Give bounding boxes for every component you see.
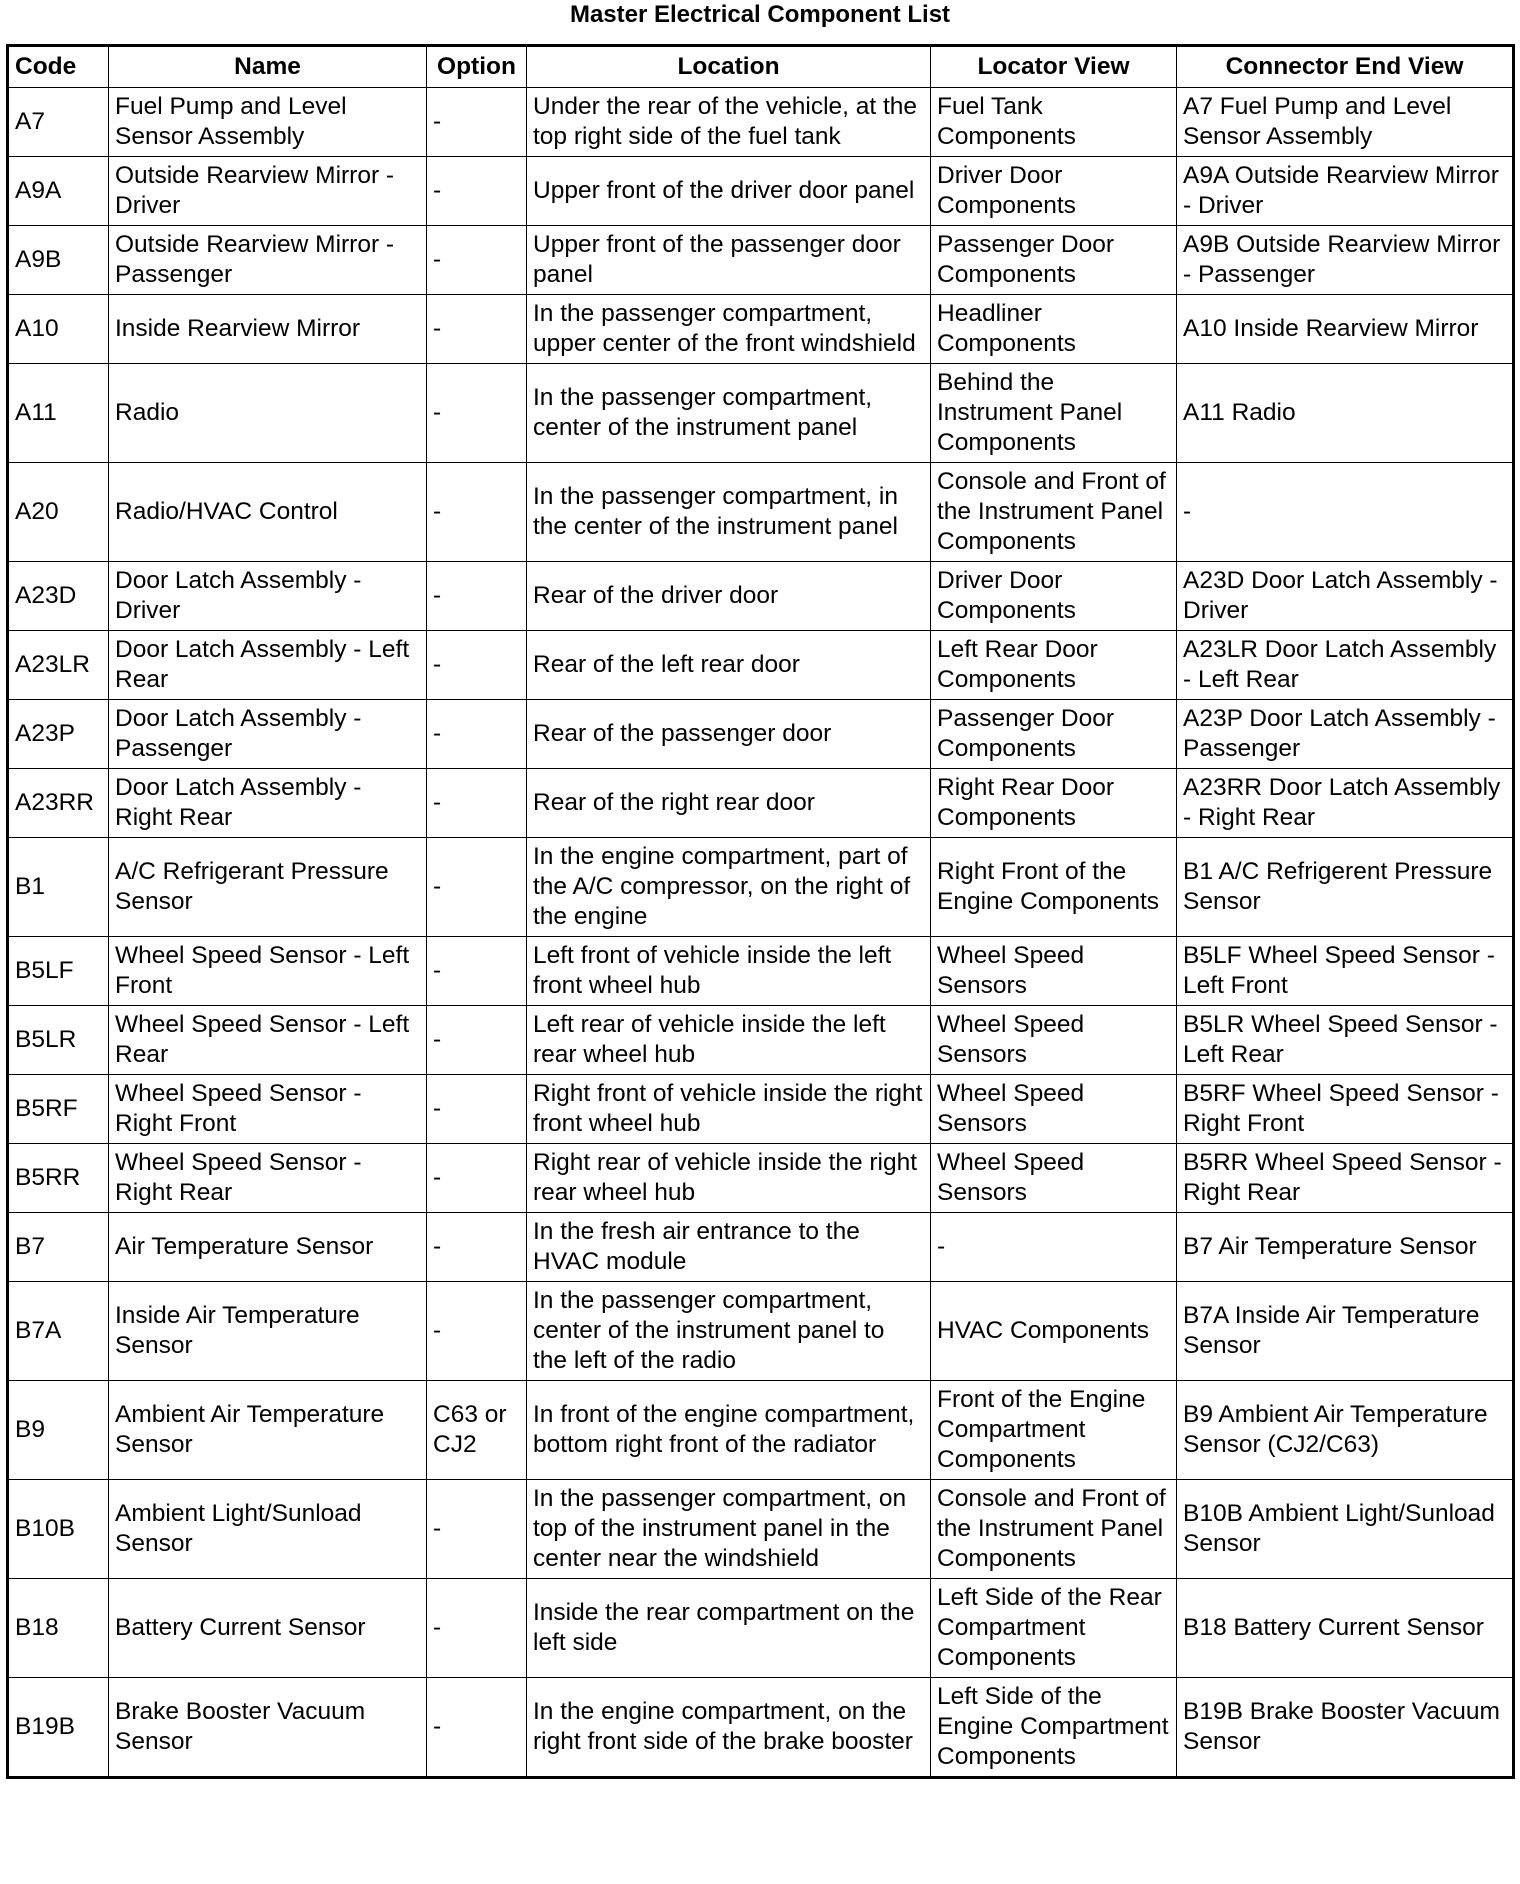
cell-connector-end-view: B5LR Wheel Speed Sensor - Left Rear bbox=[1177, 1006, 1514, 1075]
cell-option: - bbox=[427, 700, 527, 769]
cell-name: Door Latch Assembly - Driver bbox=[109, 562, 427, 631]
cell-location: Left front of vehicle inside the left front wheel hub bbox=[527, 937, 931, 1006]
cell-connector-end-view: A23RR Door Latch Assembly - Right Rear bbox=[1177, 769, 1514, 838]
cell-code: B5LF bbox=[8, 937, 109, 1006]
cell-location: In the passenger compartment, in the center of the instrument panel bbox=[527, 463, 931, 562]
page-title: Master Electrical Component List bbox=[569, 1, 951, 28]
cell-connector-end-view: B5RR Wheel Speed Sensor - Right Rear bbox=[1177, 1144, 1514, 1213]
cell-locator-view: - bbox=[931, 1213, 1177, 1282]
cell-location: Rear of the left rear door bbox=[527, 631, 931, 700]
cell-connector-end-view: A9B Outside Rearview Mirror - Passenger bbox=[1177, 226, 1514, 295]
cell-code: A10 bbox=[8, 295, 109, 364]
cell-location: Under the rear of the vehicle, at the top right side of the fuel tank bbox=[527, 88, 931, 157]
cell-name: Ambient Air Temperature Sensor bbox=[109, 1381, 427, 1480]
cell-code: A23D bbox=[8, 562, 109, 631]
table-row bbox=[8, 364, 1514, 463]
cell-option: - bbox=[427, 562, 527, 631]
table-row bbox=[8, 1480, 1514, 1579]
cell-option: - bbox=[427, 226, 527, 295]
cell-option: - bbox=[427, 769, 527, 838]
header-row bbox=[8, 46, 1514, 88]
cell-location: Right front of vehicle inside the right front wheel hub bbox=[527, 1075, 931, 1144]
cell-name: Radio/HVAC Control bbox=[109, 463, 427, 562]
cell-connector-end-view: - bbox=[1177, 463, 1514, 562]
cell-code: B9 bbox=[8, 1381, 109, 1480]
cell-name: Wheel Speed Sensor - Right Rear bbox=[109, 1144, 427, 1213]
cell-locator-view: Left Side of the Engine Compartment Components bbox=[931, 1678, 1177, 1778]
cell-option: - bbox=[427, 157, 527, 226]
cell-locator-view: Passenger Door Components bbox=[931, 226, 1177, 295]
cell-locator-view: Driver Door Components bbox=[931, 157, 1177, 226]
cell-option: - bbox=[427, 631, 527, 700]
cell-code: B19B bbox=[8, 1678, 109, 1778]
cell-name: Door Latch Assembly - Left Rear bbox=[109, 631, 427, 700]
cell-locator-view: Right Rear Door Components bbox=[931, 769, 1177, 838]
cell-name: Air Temperature Sensor bbox=[109, 1213, 427, 1282]
cell-connector-end-view: B19B Brake Booster Vacuum Sensor bbox=[1177, 1678, 1514, 1778]
table-row bbox=[8, 88, 1514, 157]
table-row bbox=[8, 937, 1514, 1006]
cell-locator-view: Left Side of the Rear Compartment Components bbox=[931, 1579, 1177, 1678]
cell-location: In the engine compartment, on the right front side of the brake booster bbox=[527, 1678, 931, 1778]
cell-locator-view: Right Front of the Engine Components bbox=[931, 838, 1177, 937]
cell-location: In the engine compartment, part of the A/C compressor, on the right of the engine bbox=[527, 838, 931, 937]
cell-option: - bbox=[427, 937, 527, 1006]
table-row bbox=[8, 1579, 1514, 1678]
table-row bbox=[8, 1678, 1514, 1778]
cell-name: Inside Rearview Mirror bbox=[109, 295, 427, 364]
cell-location: Rear of the driver door bbox=[527, 562, 931, 631]
cell-location: Rear of the right rear door bbox=[527, 769, 931, 838]
cell-location: In the passenger compartment, center of the instrument panel to the left of the radio bbox=[527, 1282, 931, 1381]
cell-code: B5RR bbox=[8, 1144, 109, 1213]
cell-connector-end-view: B7 Air Temperature Sensor bbox=[1177, 1213, 1514, 1282]
cell-location: Inside the rear compartment on the left side bbox=[527, 1579, 931, 1678]
cell-locator-view: Fuel Tank Components bbox=[931, 88, 1177, 157]
table-row bbox=[8, 226, 1514, 295]
cell-locator-view: Driver Door Components bbox=[931, 562, 1177, 631]
cell-option: - bbox=[427, 1075, 527, 1144]
cell-locator-view: Passenger Door Components bbox=[931, 700, 1177, 769]
cell-connector-end-view: A23P Door Latch Assembly - Passenger bbox=[1177, 700, 1514, 769]
cell-option: - bbox=[427, 1678, 527, 1778]
cell-name: Wheel Speed Sensor - Left Front bbox=[109, 937, 427, 1006]
cell-option: - bbox=[427, 364, 527, 463]
cell-locator-view: Left Rear Door Components bbox=[931, 631, 1177, 700]
cell-code: B10B bbox=[8, 1480, 109, 1579]
cell-code: A11 bbox=[8, 364, 109, 463]
cell-connector-end-view: A7 Fuel Pump and Level Sensor Assembly bbox=[1177, 88, 1514, 157]
cell-connector-end-view: B1 A/C Refrigerent Pressure Sensor bbox=[1177, 838, 1514, 937]
table-row bbox=[8, 1282, 1514, 1381]
cell-code: A9B bbox=[8, 226, 109, 295]
cell-connector-end-view: B9 Ambient Air Temperature Sensor (CJ2/C63) bbox=[1177, 1381, 1514, 1480]
cell-connector-end-view: B7A Inside Air Temperature Sensor bbox=[1177, 1282, 1514, 1381]
cell-connector-end-view: A23LR Door Latch Assembly - Left Rear bbox=[1177, 631, 1514, 700]
cell-connector-end-view: A10 Inside Rearview Mirror bbox=[1177, 295, 1514, 364]
cell-code: B1 bbox=[8, 838, 109, 937]
cell-code: A23P bbox=[8, 700, 109, 769]
cell-option: - bbox=[427, 838, 527, 937]
cell-name: Door Latch Assembly - Right Rear bbox=[109, 769, 427, 838]
cell-locator-view: Headliner Components bbox=[931, 295, 1177, 364]
cell-location: Right rear of vehicle inside the right rear wheel hub bbox=[527, 1144, 931, 1213]
cell-connector-end-view: A23D Door Latch Assembly - Driver bbox=[1177, 562, 1514, 631]
table-row bbox=[8, 838, 1514, 937]
cell-name: Outside Rearview Mirror - Passenger bbox=[109, 226, 427, 295]
cell-locator-view: Wheel Speed Sensors bbox=[931, 937, 1177, 1006]
table-row bbox=[8, 1381, 1514, 1480]
cell-code: A9A bbox=[8, 157, 109, 226]
column-header-connector-end-view: Connector End View bbox=[1177, 46, 1514, 88]
column-header-option: Option bbox=[427, 46, 527, 88]
cell-option: - bbox=[427, 1006, 527, 1075]
cell-locator-view: Wheel Speed Sensors bbox=[931, 1144, 1177, 1213]
cell-name: Door Latch Assembly - Passenger bbox=[109, 700, 427, 769]
cell-option: - bbox=[427, 1144, 527, 1213]
cell-location: Rear of the passenger door bbox=[527, 700, 931, 769]
cell-connector-end-view: B5LF Wheel Speed Sensor - Left Front bbox=[1177, 937, 1514, 1006]
table-row bbox=[8, 295, 1514, 364]
cell-name: Brake Booster Vacuum Sensor bbox=[109, 1678, 427, 1778]
cell-option: - bbox=[427, 1282, 527, 1381]
cell-code: B5LR bbox=[8, 1006, 109, 1075]
cell-name: Outside Rearview Mirror - Driver bbox=[109, 157, 427, 226]
cell-location: In the passenger compartment, on top of the instrument panel in the center near the windshield bbox=[527, 1480, 931, 1579]
cell-locator-view: Console and Front of the Instrument Panel Components bbox=[931, 463, 1177, 562]
table-row bbox=[8, 1144, 1514, 1213]
cell-code: A7 bbox=[8, 88, 109, 157]
table-body bbox=[8, 88, 1514, 1778]
cell-code: A20 bbox=[8, 463, 109, 562]
cell-locator-view: Front of the Engine Compartment Components bbox=[931, 1381, 1177, 1480]
table-row bbox=[8, 463, 1514, 562]
cell-code: A23LR bbox=[8, 631, 109, 700]
cell-location: In the passenger compartment, upper center of the front windshield bbox=[527, 295, 931, 364]
cell-location: In the fresh air entrance to the HVAC module bbox=[527, 1213, 931, 1282]
cell-option: - bbox=[427, 295, 527, 364]
cell-connector-end-view: B10B Ambient Light/Sunload Sensor bbox=[1177, 1480, 1514, 1579]
cell-option: C63 or CJ2 bbox=[427, 1381, 527, 1480]
table-row bbox=[8, 1075, 1514, 1144]
table-row bbox=[8, 769, 1514, 838]
cell-name: Wheel Speed Sensor - Right Front bbox=[109, 1075, 427, 1144]
cell-location: Upper front of the passenger door panel bbox=[527, 226, 931, 295]
cell-option: - bbox=[427, 1213, 527, 1282]
cell-locator-view: Wheel Speed Sensors bbox=[931, 1006, 1177, 1075]
cell-option: - bbox=[427, 1480, 527, 1579]
cell-name: Wheel Speed Sensor - Left Rear bbox=[109, 1006, 427, 1075]
cell-option: - bbox=[427, 1579, 527, 1678]
cell-code: B7 bbox=[8, 1213, 109, 1282]
cell-option: - bbox=[427, 463, 527, 562]
cell-locator-view: HVAC Components bbox=[931, 1282, 1177, 1381]
table-row bbox=[8, 157, 1514, 226]
cell-code: B5RF bbox=[8, 1075, 109, 1144]
cell-locator-view: Wheel Speed Sensors bbox=[931, 1075, 1177, 1144]
table-row bbox=[8, 700, 1514, 769]
cell-code: B7A bbox=[8, 1282, 109, 1381]
cell-locator-view: Console and Front of the Instrument Panel Components bbox=[931, 1480, 1177, 1579]
cell-code: B18 bbox=[8, 1579, 109, 1678]
table-row bbox=[8, 1213, 1514, 1282]
cell-locator-view: Behind the Instrument Panel Components bbox=[931, 364, 1177, 463]
cell-option: - bbox=[427, 88, 527, 157]
cell-code: A23RR bbox=[8, 769, 109, 838]
cell-connector-end-view: B5RF Wheel Speed Sensor - Right Front bbox=[1177, 1075, 1514, 1144]
cell-connector-end-view: A9A Outside Rearview Mirror - Driver bbox=[1177, 157, 1514, 226]
column-header-name: Name bbox=[109, 46, 427, 88]
cell-connector-end-view: B18 Battery Current Sensor bbox=[1177, 1579, 1514, 1678]
cell-location: Left rear of vehicle inside the left rear wheel hub bbox=[527, 1006, 931, 1075]
cell-location: In the passenger compartment, center of the instrument panel bbox=[527, 364, 931, 463]
column-header-locator-view: Locator View bbox=[931, 46, 1177, 88]
table-row bbox=[8, 562, 1514, 631]
cell-name: Radio bbox=[109, 364, 427, 463]
table-row bbox=[8, 1006, 1514, 1075]
cell-name: Inside Air Temperature Sensor bbox=[109, 1282, 427, 1381]
cell-connector-end-view: A11 Radio bbox=[1177, 364, 1514, 463]
cell-name: Fuel Pump and Level Sensor Assembly bbox=[109, 88, 427, 157]
cell-name: Battery Current Sensor bbox=[109, 1579, 427, 1678]
component-table bbox=[6, 44, 1515, 1779]
cell-location: Upper front of the driver door panel bbox=[527, 157, 931, 226]
column-header-location: Location bbox=[527, 46, 931, 88]
column-header-code: Code bbox=[8, 46, 109, 88]
cell-name: A/C Refrigerant Pressure Sensor bbox=[109, 838, 427, 937]
cell-name: Ambient Light/Sunload Sensor bbox=[109, 1480, 427, 1579]
table-row bbox=[8, 631, 1514, 700]
cell-location: In front of the engine compartment, bottom right front of the radiator bbox=[527, 1381, 931, 1480]
